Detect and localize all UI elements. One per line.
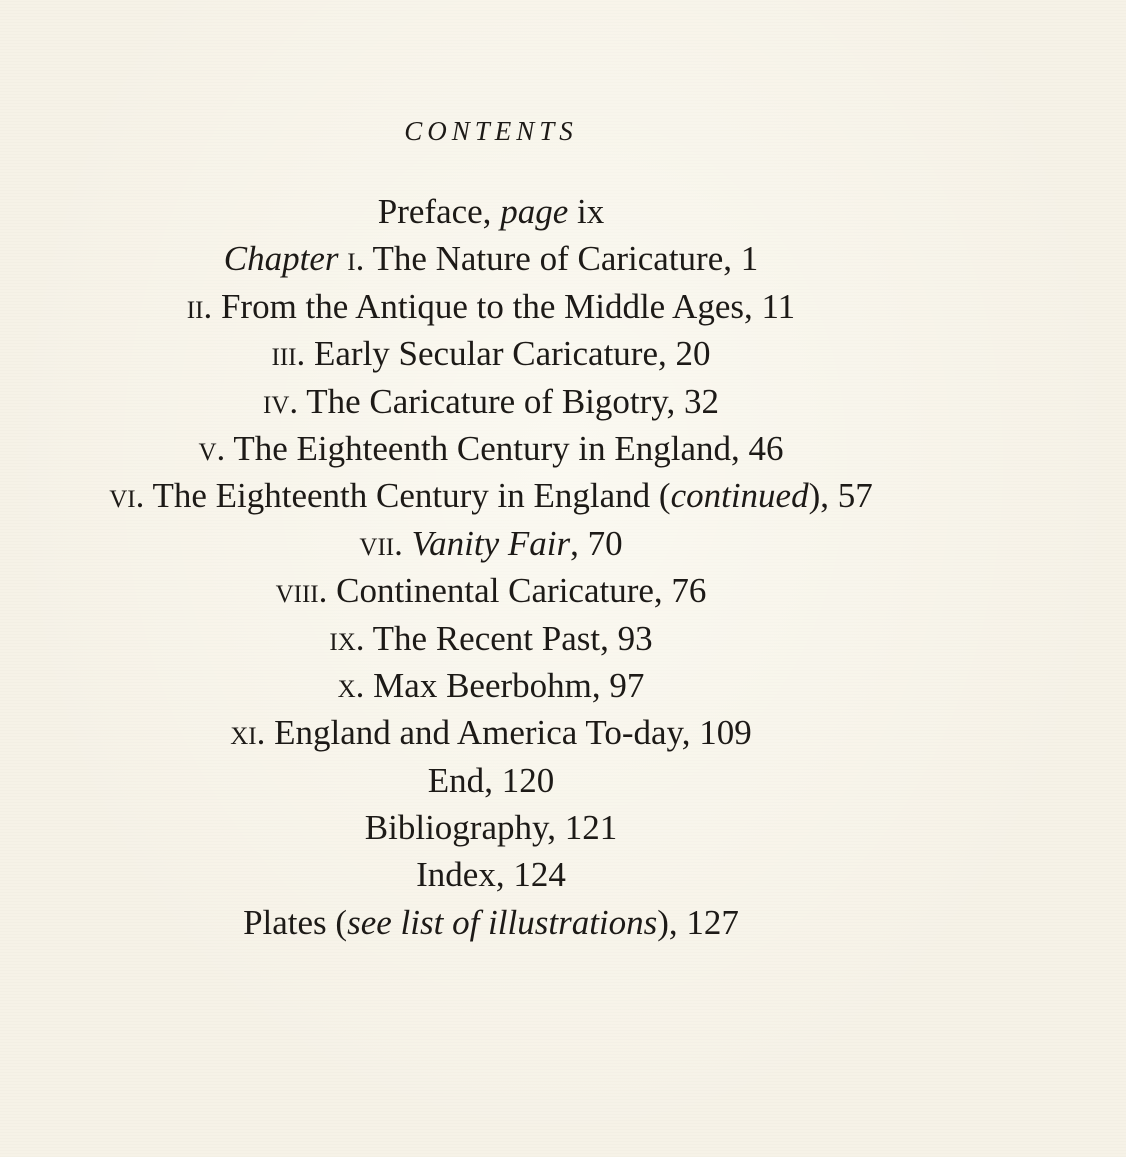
entry-title: From the Antique to the Middle Ages: [212, 286, 744, 326]
chapter-number: ii.: [186, 286, 213, 326]
entry-title: The Eighteenth Century in England: [225, 428, 732, 468]
chapter-number: xi.: [230, 713, 266, 753]
entry-page: , 121: [547, 808, 618, 848]
entry-page: , 109: [681, 713, 752, 753]
entry-title: Early Secular Caricature: [305, 334, 658, 374]
entry-page: , 46: [731, 428, 784, 468]
entry-page: , 127: [668, 902, 739, 942]
entry-page: , 70: [570, 523, 623, 563]
entry-page: , 93: [600, 618, 653, 658]
entry-title-italic: Vanity Fair: [402, 523, 571, 563]
entry-title: Plates (: [243, 902, 348, 942]
entry-page: ix: [568, 192, 605, 231]
entry-title: The Nature of Caricature: [364, 239, 724, 279]
toc-entry-chapter-10: [0, 662, 982, 709]
chapter-number: v.: [198, 428, 226, 468]
entry-page: , 120: [484, 760, 555, 800]
toc-entry-plates: [0, 899, 982, 946]
chapter-number: viii.: [275, 571, 328, 611]
toc-entry-chapter-1: [0, 235, 982, 282]
toc-entry-chapter-9: [0, 615, 982, 662]
entry-title: The Caricature of Bigotry: [298, 381, 667, 421]
entry-title: End: [427, 760, 485, 800]
chapter-label: Chapter: [223, 239, 339, 279]
toc-entry-chapter-6: [0, 472, 982, 519]
toc-entry-preface: [0, 188, 982, 235]
toc-entry-bibliography: [0, 804, 982, 851]
chapter-number: iii.: [271, 334, 306, 374]
entry-title-end: ): [808, 476, 821, 516]
toc-entry-chapter-2: [0, 283, 982, 330]
entry-page: , 124: [495, 855, 566, 895]
toc-entry-chapter-5: [0, 425, 982, 472]
entry-page: , 1: [723, 239, 759, 279]
chapter-number: vii.: [359, 523, 403, 563]
entry-page: , 76: [653, 571, 707, 611]
entry-title: The Recent Past: [364, 618, 601, 658]
chapter-number: ix.: [329, 618, 365, 658]
toc-entry-chapter-3: [0, 330, 982, 377]
entry-title-italic: see list of illustrations: [347, 902, 658, 942]
entry-title: England and America To-day: [265, 713, 682, 753]
entry-title-italic: continued: [670, 476, 809, 516]
entry-page: , 57: [820, 476, 873, 516]
chapter-number: iv.: [263, 381, 299, 421]
contents-heading: CONTENTS: [404, 116, 578, 146]
entry-title: Bibliography: [364, 808, 548, 848]
entry-title: Continental Caricature: [327, 571, 654, 611]
entry-title-end: ): [657, 902, 669, 942]
chapter-number: i.: [338, 239, 365, 279]
entry-page: , 32: [666, 381, 719, 421]
entry-page: , 97: [591, 665, 645, 705]
entry-title: Index: [416, 855, 496, 895]
toc-entry-chapter-7: [0, 520, 982, 567]
table-of-contents: [0, 188, 982, 946]
page-label: page: [500, 192, 569, 231]
toc-entry-index: [0, 851, 982, 898]
toc-entry-chapter-8: [0, 567, 982, 614]
entry-title: Preface,: [377, 192, 501, 231]
entry-title: Max Beerbohm: [364, 665, 592, 705]
toc-entry-chapter-4: [0, 378, 982, 425]
entry-page: , 11: [743, 286, 796, 326]
chapter-number: vi.: [109, 476, 145, 516]
toc-entry-end: [0, 757, 982, 804]
toc-entry-chapter-11: [0, 709, 982, 756]
entry-title: The Eighteenth Century in England (: [144, 476, 671, 516]
entry-page: , 20: [657, 334, 711, 374]
chapter-number: x.: [337, 665, 365, 705]
